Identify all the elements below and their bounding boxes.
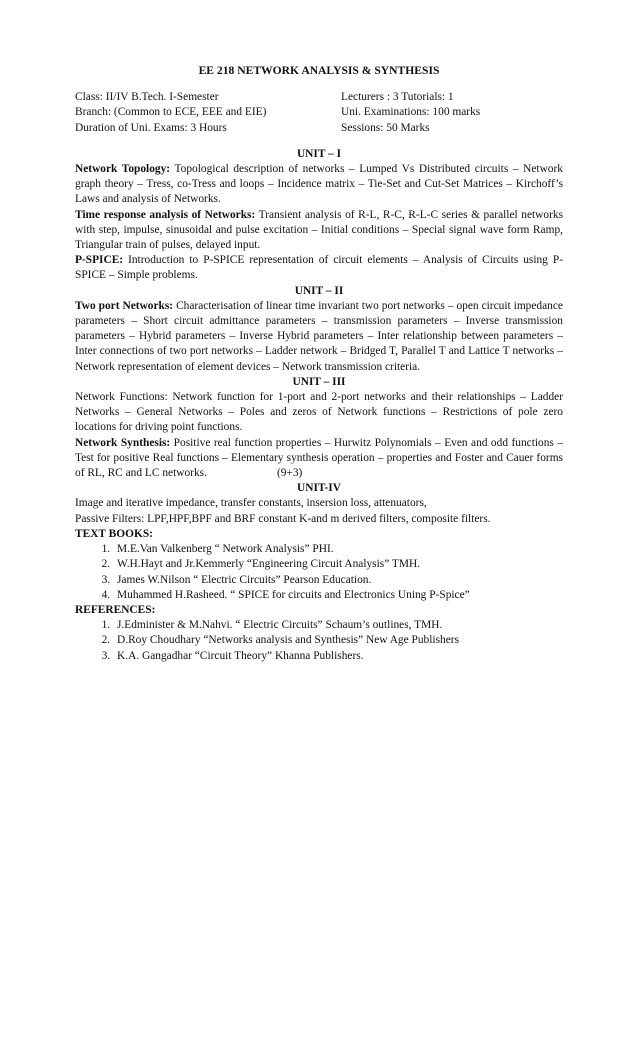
- list-item: 2. W.H.Hayt and Jr.Kemmerly “Engineering Circuit Analysis” TMH.: [113, 557, 563, 572]
- topic-label: P-SPICE:: [75, 254, 124, 267]
- unit-1-network-topology: [75, 162, 563, 208]
- info-row-3: [75, 121, 563, 136]
- list-item: 3. K.A. Gangadhar “Circuit Theory” Khanna Publishers.: [113, 649, 563, 664]
- unit-2-heading: UNIT – II: [294, 284, 344, 297]
- unit-1-pspice: [75, 253, 563, 283]
- list-item: 2. D.Roy Choudhary “Networks analysis and Synthesis” New Age Publishers: [113, 633, 563, 648]
- info-row-1: [75, 90, 563, 105]
- list-item: 3. James W.Nilson “ Electric Circuits” Pearson Education.: [113, 573, 563, 588]
- topic-label: Two port Networks:: [75, 299, 174, 312]
- duration-info: Duration of Uni. Exams: 3 Hours: [75, 121, 227, 134]
- topic-text: Introduction to P-SPICE representation of circuit elements – Analysis of Circuits using P-SPICE – Simple problems.: [75, 254, 563, 282]
- uni-exams-info: Uni. Examinations: 100 marks: [341, 106, 481, 119]
- sessions-info: Sessions: 50 Marks: [341, 121, 430, 134]
- unit-3-marks: (9+3): [276, 467, 303, 480]
- topic-label: Network Topology:: [75, 163, 171, 176]
- unit-2-two-port: [75, 299, 563, 375]
- topic-text: Characterisation of linear time invariant two port networks – open circuit impedance parameters – Short circuit admittance parameters – transmission parameters – Inverse transmission parameters – Hybrid parameters – Inverse Hybrid parameters – Inter relationship between parameters – Inter connections of two port networks – Ladder network – Bridged T, Parallel T and Lattice T networks – Network representation of element devices – Network transmission criteria.: [75, 299, 563, 373]
- unit-3-heading: UNIT – III: [292, 375, 346, 388]
- class-info: Class: II/IV B.Tech. I-Semester: [75, 91, 219, 104]
- unit-4-line-2: Passive Filters: LPF,HPF,BPF and BRF constant K-and m derived filters, composite filters.: [75, 512, 491, 525]
- syllabus-page: [75, 63, 563, 664]
- topic-label: Time response analysis of Networks:: [75, 208, 256, 221]
- text-books-list: [75, 542, 563, 603]
- references-heading: REFERENCES:: [75, 603, 156, 616]
- topic-text: Positive real function properties – Hurwitz Polynomials – Even and odd functions – Test for positive Real functions – Elementary synthesis operation – properties and Foster and Cauer forms of RL, RC and LC networks.: [75, 436, 563, 480]
- unit-1-time-response: [75, 208, 563, 254]
- unit-1-heading: UNIT – I: [296, 147, 342, 160]
- list-item: 1. J.Edminister & M.Nahvi. “ Electric Circuits” Schaum’s outlines, TMH.: [113, 618, 563, 633]
- course-title: EE 218 NETWORK ANALYSIS & SYNTHESIS: [198, 64, 440, 77]
- topic-text: Transient analysis of R-L, R-C, R-L-C series & parallel networks with step, impulse, sinusoidal and pulse excitation – Initial conditions – Special signal wave form Ramp, Triangular train of pulses, delayed input.: [75, 208, 564, 252]
- course-info: [75, 90, 563, 136]
- topic-label: Network Synthesis:: [75, 436, 171, 449]
- text-books-heading: TEXT BOOKS:: [75, 527, 153, 540]
- unit-4-heading: UNIT-IV: [297, 482, 341, 495]
- references-list: [75, 618, 563, 664]
- list-item: 4. Muhammed H.Rasheed. “ SPICE for circuits and Electronics Uning P-Spice”: [113, 588, 563, 603]
- branch-info: Branch: (Common to ECE, EEE and EIE): [75, 106, 267, 119]
- topic-text: Topological description of networks – Lumped Vs Distributed circuits – Network graph theory – Tress, co-Tress and loops – Incidence matrix – Tie-Set and Cut-Set Matrices – Kirchoff’s Laws and analysis of Networks.: [75, 163, 563, 206]
- info-row-2: [75, 105, 563, 120]
- unit-4-line-1: Image and iterative impedance, transfer constants, insersion loss, attenuators,: [75, 497, 427, 510]
- list-item: 1. M.E.Van Valkenberg “ Network Analysis” PHI.: [113, 542, 563, 557]
- unit-3-network-functions: Network Functions: Network function for 1-port and 2-port networks and their relationships – Ladder Networks – General Networks – Poles and zeros of Network functions – Restrictions of pole zero locations for driving point functions.: [75, 391, 563, 434]
- unit-3-network-synthesis: [75, 436, 563, 482]
- lectures-info: Lecturers : 3 Tutorials: 1: [341, 91, 454, 104]
